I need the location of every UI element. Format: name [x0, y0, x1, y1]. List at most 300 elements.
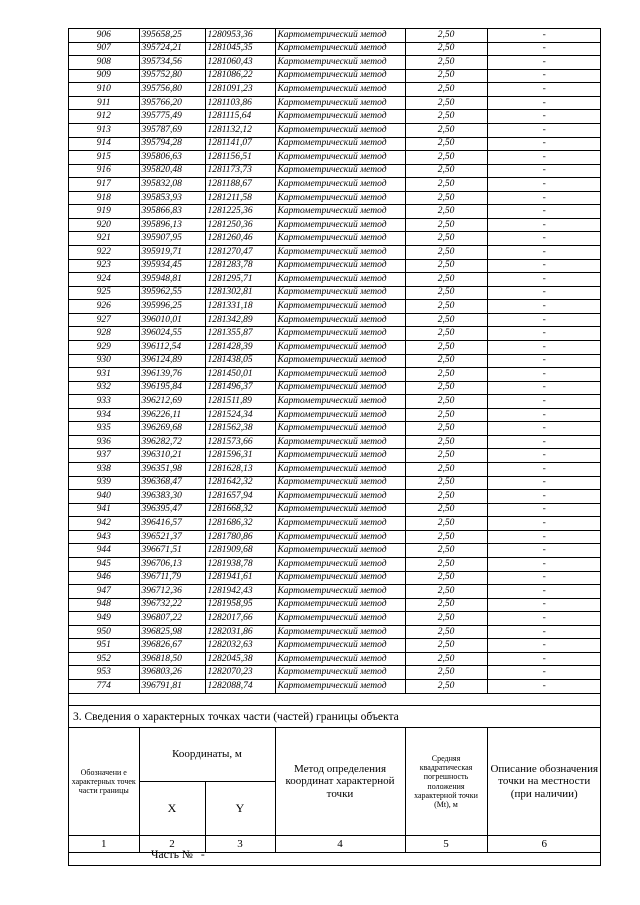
cell-coord-y: 1281331,18 — [205, 300, 275, 314]
cell-coord-x: 396803,26 — [139, 666, 205, 680]
cell-point-number: 920 — [69, 218, 139, 232]
cell-coord-x: 396416,57 — [139, 517, 205, 531]
cell-method: Картометрический метод — [275, 612, 405, 626]
table-row — [69, 42, 601, 56]
cell-coord-y: 1281496,37 — [205, 381, 275, 395]
cell-method: Картометрический метод — [275, 246, 405, 260]
table-row — [69, 300, 601, 314]
cell-coord-x: 395919,71 — [139, 246, 205, 260]
cell-method: Картометрический метод — [275, 557, 405, 571]
cell-description: - — [487, 191, 601, 205]
cell-point-number: 911 — [69, 96, 139, 110]
cell-description: - — [487, 585, 601, 599]
table-row — [69, 151, 601, 165]
cell-coord-x: 396139,76 — [139, 368, 205, 382]
cell-method: Картометрический метод — [275, 123, 405, 137]
table-row — [69, 449, 601, 463]
cell-coord-y: 1281156,51 — [205, 151, 275, 165]
cell-point-number: 925 — [69, 286, 139, 300]
cell-accuracy: 2,50 — [405, 246, 487, 260]
cell-coord-x: 396395,47 — [139, 503, 205, 517]
cell-coord-x: 395948,81 — [139, 273, 205, 287]
cell-method: Картометрический метод — [275, 476, 405, 490]
cell-method: Картометрический метод — [275, 381, 405, 395]
cell-coord-x: 396521,37 — [139, 530, 205, 544]
cell-method: Картометрический метод — [275, 585, 405, 599]
table-row — [69, 530, 601, 544]
cell-accuracy: 2,50 — [405, 557, 487, 571]
cell-point-number: 909 — [69, 69, 139, 83]
cell-method: Картометрический метод — [275, 273, 405, 287]
cell-description: - — [487, 137, 601, 151]
table-row — [69, 408, 601, 422]
cell-description: - — [487, 313, 601, 327]
cell-point-number: 910 — [69, 83, 139, 97]
cell-description: - — [487, 273, 601, 287]
cell-accuracy: 2,50 — [405, 449, 487, 463]
cell-description: - — [487, 408, 601, 422]
cell-description: - — [487, 205, 601, 219]
cell-method: Картометрический метод — [275, 449, 405, 463]
cell-coord-y: 1281260,46 — [205, 232, 275, 246]
cell-coord-x: 396826,67 — [139, 639, 205, 653]
cell-coord-x: 396010,01 — [139, 313, 205, 327]
table-row — [69, 612, 601, 626]
cell-accuracy: 2,50 — [405, 381, 487, 395]
column-number-2: 2 — [139, 836, 205, 853]
cell-coord-x: 396282,72 — [139, 435, 205, 449]
cell-coord-y: 1281573,66 — [205, 435, 275, 449]
cell-accuracy: 2,50 — [405, 530, 487, 544]
cell-point-number: 907 — [69, 42, 139, 56]
cell-coord-x: 396712,36 — [139, 585, 205, 599]
table-row — [69, 517, 601, 531]
cell-point-number: 915 — [69, 151, 139, 165]
cell-description: - — [487, 56, 601, 70]
cell-method: Картометрический метод — [275, 83, 405, 97]
cell-description: - — [487, 110, 601, 124]
cell-point-number: 938 — [69, 463, 139, 477]
table-row — [69, 557, 601, 571]
table-row — [69, 110, 601, 124]
cell-coord-y: 1281941,61 — [205, 571, 275, 585]
cell-description: - — [487, 422, 601, 436]
cell-coord-y: 1281958,95 — [205, 598, 275, 612]
cell-method: Картометрический метод — [275, 218, 405, 232]
cell-point-number: 942 — [69, 517, 139, 531]
cell-coord-y: 1281060,43 — [205, 56, 275, 70]
table-row — [69, 463, 601, 477]
header-description: Описание обозначения точки на местности (при наличии) — [487, 728, 601, 836]
cell-description: - — [487, 680, 601, 694]
cell-accuracy: 2,50 — [405, 286, 487, 300]
cell-accuracy: 2,50 — [405, 164, 487, 178]
table-row — [69, 83, 601, 97]
table-row — [69, 381, 601, 395]
cell-coord-x: 396383,30 — [139, 490, 205, 504]
table-row — [69, 273, 601, 287]
cell-coord-y: 1282031,86 — [205, 625, 275, 639]
table-row — [69, 490, 601, 504]
cell-description: - — [487, 96, 601, 110]
cell-method: Картометрический метод — [275, 490, 405, 504]
cell-coord-y: 1281355,87 — [205, 327, 275, 341]
table-row — [69, 395, 601, 409]
cell-description: - — [487, 354, 601, 368]
cell-point-number: 919 — [69, 205, 139, 219]
cell-coord-x: 396226,11 — [139, 408, 205, 422]
cell-method: Картометрический метод — [275, 300, 405, 314]
part-value: - — [200, 849, 205, 861]
cell-accuracy: 2,50 — [405, 123, 487, 137]
cell-point-number: 908 — [69, 56, 139, 70]
cell-description: - — [487, 449, 601, 463]
cell-coord-x: 395724,21 — [139, 42, 205, 56]
cell-point-number: 939 — [69, 476, 139, 490]
cell-point-number: 947 — [69, 585, 139, 599]
cell-description: - — [487, 368, 601, 382]
table-row — [69, 137, 601, 151]
cell-coord-y: 1281938,78 — [205, 557, 275, 571]
cell-point-number: 929 — [69, 340, 139, 354]
column-number-6: 6 — [487, 836, 601, 853]
cell-accuracy: 2,50 — [405, 490, 487, 504]
table-row — [69, 232, 601, 246]
table-row — [69, 666, 601, 680]
cell-coord-x: 396807,22 — [139, 612, 205, 626]
cell-point-number: 906 — [69, 29, 139, 42]
cell-method: Картометрический метод — [275, 340, 405, 354]
cell-accuracy: 2,50 — [405, 680, 487, 694]
cell-coord-y: 1281086,22 — [205, 69, 275, 83]
cell-coord-x: 395794,28 — [139, 137, 205, 151]
cell-description: - — [487, 83, 601, 97]
table-row — [69, 218, 601, 232]
cell-method: Картометрический метод — [275, 422, 405, 436]
column-number-4: 4 — [275, 836, 405, 853]
cell-accuracy: 2,50 — [405, 476, 487, 490]
cell-description: - — [487, 557, 601, 571]
cell-accuracy: 2,50 — [405, 463, 487, 477]
cell-accuracy: 2,50 — [405, 652, 487, 666]
cell-coord-x: 395752,80 — [139, 69, 205, 83]
table-row — [69, 422, 601, 436]
cell-method: Картометрический метод — [275, 408, 405, 422]
coordinates-table-body — [69, 29, 601, 693]
cell-point-number: 941 — [69, 503, 139, 517]
cell-accuracy: 2,50 — [405, 639, 487, 653]
coordinates-table — [69, 29, 601, 694]
cell-description: - — [487, 612, 601, 626]
table-row — [69, 327, 601, 341]
cell-accuracy: 2,50 — [405, 273, 487, 287]
table-row — [69, 340, 601, 354]
cell-coord-y: 1281342,89 — [205, 313, 275, 327]
cell-coord-y: 1281045,35 — [205, 42, 275, 56]
cell-coord-x: 396112,54 — [139, 340, 205, 354]
cell-coord-x: 395832,08 — [139, 178, 205, 192]
cell-point-number: 922 — [69, 246, 139, 260]
cell-coord-y: 1281225,36 — [205, 205, 275, 219]
cell-point-number: 946 — [69, 571, 139, 585]
cell-method: Картометрический метод — [275, 259, 405, 273]
cell-coord-x: 396732,22 — [139, 598, 205, 612]
cell-method: Картометрический метод — [275, 137, 405, 151]
cell-accuracy: 2,50 — [405, 340, 487, 354]
cell-description: - — [487, 340, 601, 354]
cell-coord-y: 1281686,32 — [205, 517, 275, 531]
cell-coord-y: 1281780,86 — [205, 530, 275, 544]
cell-coord-x: 395962,55 — [139, 286, 205, 300]
cell-method: Картометрический метод — [275, 463, 405, 477]
table-row — [69, 598, 601, 612]
cell-point-number: 940 — [69, 490, 139, 504]
cell-method: Картометрический метод — [275, 652, 405, 666]
cell-accuracy: 2,50 — [405, 395, 487, 409]
cell-coord-x: 396711,79 — [139, 571, 205, 585]
table-row — [69, 435, 601, 449]
cell-accuracy: 2,50 — [405, 83, 487, 97]
cell-method: Картометрический метод — [275, 517, 405, 531]
cell-coord-y: 1281173,73 — [205, 164, 275, 178]
cell-description: - — [487, 652, 601, 666]
cell-description: - — [487, 29, 601, 42]
cell-accuracy: 2,50 — [405, 232, 487, 246]
cell-coord-y: 1281103,86 — [205, 96, 275, 110]
cell-coord-x: 396818,50 — [139, 652, 205, 666]
cell-method: Картометрический метод — [275, 178, 405, 192]
cell-point-number: 932 — [69, 381, 139, 395]
cell-coord-x: 396212,69 — [139, 395, 205, 409]
cell-accuracy: 2,50 — [405, 612, 487, 626]
part-label: Часть № — [151, 849, 193, 861]
cell-point-number: 912 — [69, 110, 139, 124]
cell-coord-x: 396310,21 — [139, 449, 205, 463]
cell-point-number: 935 — [69, 422, 139, 436]
cell-description: - — [487, 286, 601, 300]
table-row — [69, 571, 601, 585]
cell-coord-y: 1281115,64 — [205, 110, 275, 124]
cell-coord-y: 1281283,78 — [205, 259, 275, 273]
cell-coord-y: 1282017,66 — [205, 612, 275, 626]
cell-method: Картометрический метод — [275, 625, 405, 639]
cell-point-number: 916 — [69, 164, 139, 178]
cell-method: Картометрический метод — [275, 639, 405, 653]
header-method: Метод определения координат характерной точки — [275, 728, 405, 836]
cell-coord-y: 1281668,32 — [205, 503, 275, 517]
cell-accuracy: 2,50 — [405, 205, 487, 219]
cell-method: Картометрический метод — [275, 69, 405, 83]
cell-coord-y: 1281628,13 — [205, 463, 275, 477]
cell-method: Картометрический метод — [275, 571, 405, 585]
cell-coord-x: 395756,80 — [139, 83, 205, 97]
cell-coord-x: 395766,20 — [139, 96, 205, 110]
cell-coord-y: 1280953,36 — [205, 29, 275, 42]
column-number-3: 3 — [205, 836, 275, 853]
cell-coord-y: 1281450,01 — [205, 368, 275, 382]
cell-description: - — [487, 395, 601, 409]
cell-coord-y: 1281596,31 — [205, 449, 275, 463]
cell-method: Картометрический метод — [275, 191, 405, 205]
cell-method: Картометрический метод — [275, 96, 405, 110]
cell-method: Картометрический метод — [275, 164, 405, 178]
cell-point-number: 949 — [69, 612, 139, 626]
cell-accuracy: 2,50 — [405, 666, 487, 680]
cell-accuracy: 2,50 — [405, 571, 487, 585]
cell-accuracy: 2,50 — [405, 56, 487, 70]
column-number-1: 1 — [69, 836, 139, 853]
cell-coord-y: 1281909,68 — [205, 544, 275, 558]
cell-description: - — [487, 246, 601, 260]
table-row — [69, 625, 601, 639]
table-row — [69, 259, 601, 273]
cell-description: - — [487, 327, 601, 341]
cell-point-number: 913 — [69, 123, 139, 137]
cell-method: Картометрический метод — [275, 435, 405, 449]
cell-method: Картометрический метод — [275, 503, 405, 517]
cell-coord-x: 396671,51 — [139, 544, 205, 558]
header-accuracy: Средняя квадратическая погрешность положения характерной точки (Mt), м — [405, 728, 487, 836]
cell-coord-x: 395775,49 — [139, 110, 205, 124]
table-row — [69, 178, 601, 192]
cell-method: Картометрический метод — [275, 530, 405, 544]
cell-coord-y: 1281302,81 — [205, 286, 275, 300]
cell-coord-x: 396195,84 — [139, 381, 205, 395]
cell-method: Картометрический метод — [275, 29, 405, 42]
column-number-5: 5 — [405, 836, 487, 853]
cell-coord-x: 395996,25 — [139, 300, 205, 314]
cell-point-number: 934 — [69, 408, 139, 422]
cell-coord-y: 1282045,38 — [205, 652, 275, 666]
cell-coord-y: 1281132,12 — [205, 123, 275, 137]
table-row — [69, 680, 601, 694]
cell-method: Картометрический метод — [275, 151, 405, 165]
cell-coord-x: 395820,48 — [139, 164, 205, 178]
cell-accuracy: 2,50 — [405, 178, 487, 192]
cell-method: Картометрический метод — [275, 395, 405, 409]
cell-description: - — [487, 490, 601, 504]
cell-description: - — [487, 69, 601, 83]
cell-accuracy: 2,50 — [405, 110, 487, 124]
cell-accuracy: 2,50 — [405, 137, 487, 151]
cell-description: - — [487, 218, 601, 232]
cell-description: - — [487, 164, 601, 178]
cell-coord-y: 1281524,34 — [205, 408, 275, 422]
cell-coord-x: 396706,13 — [139, 557, 205, 571]
cell-accuracy: 2,50 — [405, 29, 487, 42]
cell-point-number: 914 — [69, 137, 139, 151]
cell-point-number: 928 — [69, 327, 139, 341]
cell-accuracy: 2,50 — [405, 503, 487, 517]
cell-coord-y: 1281270,47 — [205, 246, 275, 260]
cell-coord-y: 1281091,23 — [205, 83, 275, 97]
cell-coord-x: 395866,83 — [139, 205, 205, 219]
cell-accuracy: 2,50 — [405, 585, 487, 599]
cell-point-number: 944 — [69, 544, 139, 558]
cell-accuracy: 2,50 — [405, 422, 487, 436]
cell-accuracy: 2,50 — [405, 96, 487, 110]
cell-accuracy: 2,50 — [405, 69, 487, 83]
table-row — [69, 246, 601, 260]
cell-description: - — [487, 666, 601, 680]
cell-accuracy: 2,50 — [405, 191, 487, 205]
header-point-designation: Обозначени е характерных точек части границы — [69, 728, 139, 836]
table-row — [69, 286, 601, 300]
cell-point-number: 774 — [69, 680, 139, 694]
table-row — [69, 585, 601, 599]
cell-coord-x: 396791,81 — [139, 680, 205, 694]
cell-description: - — [487, 625, 601, 639]
cell-accuracy: 2,50 — [405, 259, 487, 273]
table-row — [69, 652, 601, 666]
cell-point-number: 930 — [69, 354, 139, 368]
cell-method: Картометрический метод — [275, 666, 405, 680]
cell-description: - — [487, 300, 601, 314]
cell-description: - — [487, 151, 601, 165]
table-row — [69, 96, 601, 110]
cell-method: Картометрический метод — [275, 680, 405, 694]
cell-coord-y: 1281295,71 — [205, 273, 275, 287]
cell-point-number: 923 — [69, 259, 139, 273]
cell-coord-x: 395934,45 — [139, 259, 205, 273]
cell-description: - — [487, 435, 601, 449]
cell-accuracy: 2,50 — [405, 435, 487, 449]
cell-coord-y: 1281211,58 — [205, 191, 275, 205]
cell-point-number: 943 — [69, 530, 139, 544]
table-row — [69, 503, 601, 517]
cell-description: - — [487, 381, 601, 395]
table-row — [69, 191, 601, 205]
cell-accuracy: 2,50 — [405, 327, 487, 341]
cell-accuracy: 2,50 — [405, 368, 487, 382]
cell-coord-x: 395787,69 — [139, 123, 205, 137]
cell-method: Картометрический метод — [275, 286, 405, 300]
cell-coord-y: 1281562,38 — [205, 422, 275, 436]
table-row — [69, 69, 601, 83]
cell-point-number: 921 — [69, 232, 139, 246]
cell-method: Картометрический метод — [275, 232, 405, 246]
cell-point-number: 918 — [69, 191, 139, 205]
cell-accuracy: 2,50 — [405, 408, 487, 422]
cell-point-number: 927 — [69, 313, 139, 327]
cell-coord-x: 396351,98 — [139, 463, 205, 477]
cell-point-number: 917 — [69, 178, 139, 192]
cell-coord-x: 395806,63 — [139, 151, 205, 165]
cell-method: Картометрический метод — [275, 354, 405, 368]
cell-coord-x: 395734,56 — [139, 56, 205, 70]
cell-coord-y: 1282032,63 — [205, 639, 275, 653]
cell-coord-x: 396269,68 — [139, 422, 205, 436]
header-y: Y — [205, 782, 275, 836]
header-x: X — [139, 782, 205, 836]
cell-method: Картометрический метод — [275, 205, 405, 219]
cell-accuracy: 2,50 — [405, 517, 487, 531]
cell-accuracy: 2,50 — [405, 218, 487, 232]
cell-description: - — [487, 123, 601, 137]
section-3-header-table — [69, 727, 601, 853]
cell-accuracy: 2,50 — [405, 544, 487, 558]
cell-point-number: 931 — [69, 368, 139, 382]
cell-description: - — [487, 530, 601, 544]
cell-point-number: 936 — [69, 435, 139, 449]
table-row — [69, 164, 601, 178]
header-coordinates: Координаты, м — [139, 728, 275, 782]
cell-coord-x: 395853,93 — [139, 191, 205, 205]
cell-description: - — [487, 259, 601, 273]
cell-description: - — [487, 476, 601, 490]
cell-coord-y: 1281511,89 — [205, 395, 275, 409]
table-row — [69, 368, 601, 382]
